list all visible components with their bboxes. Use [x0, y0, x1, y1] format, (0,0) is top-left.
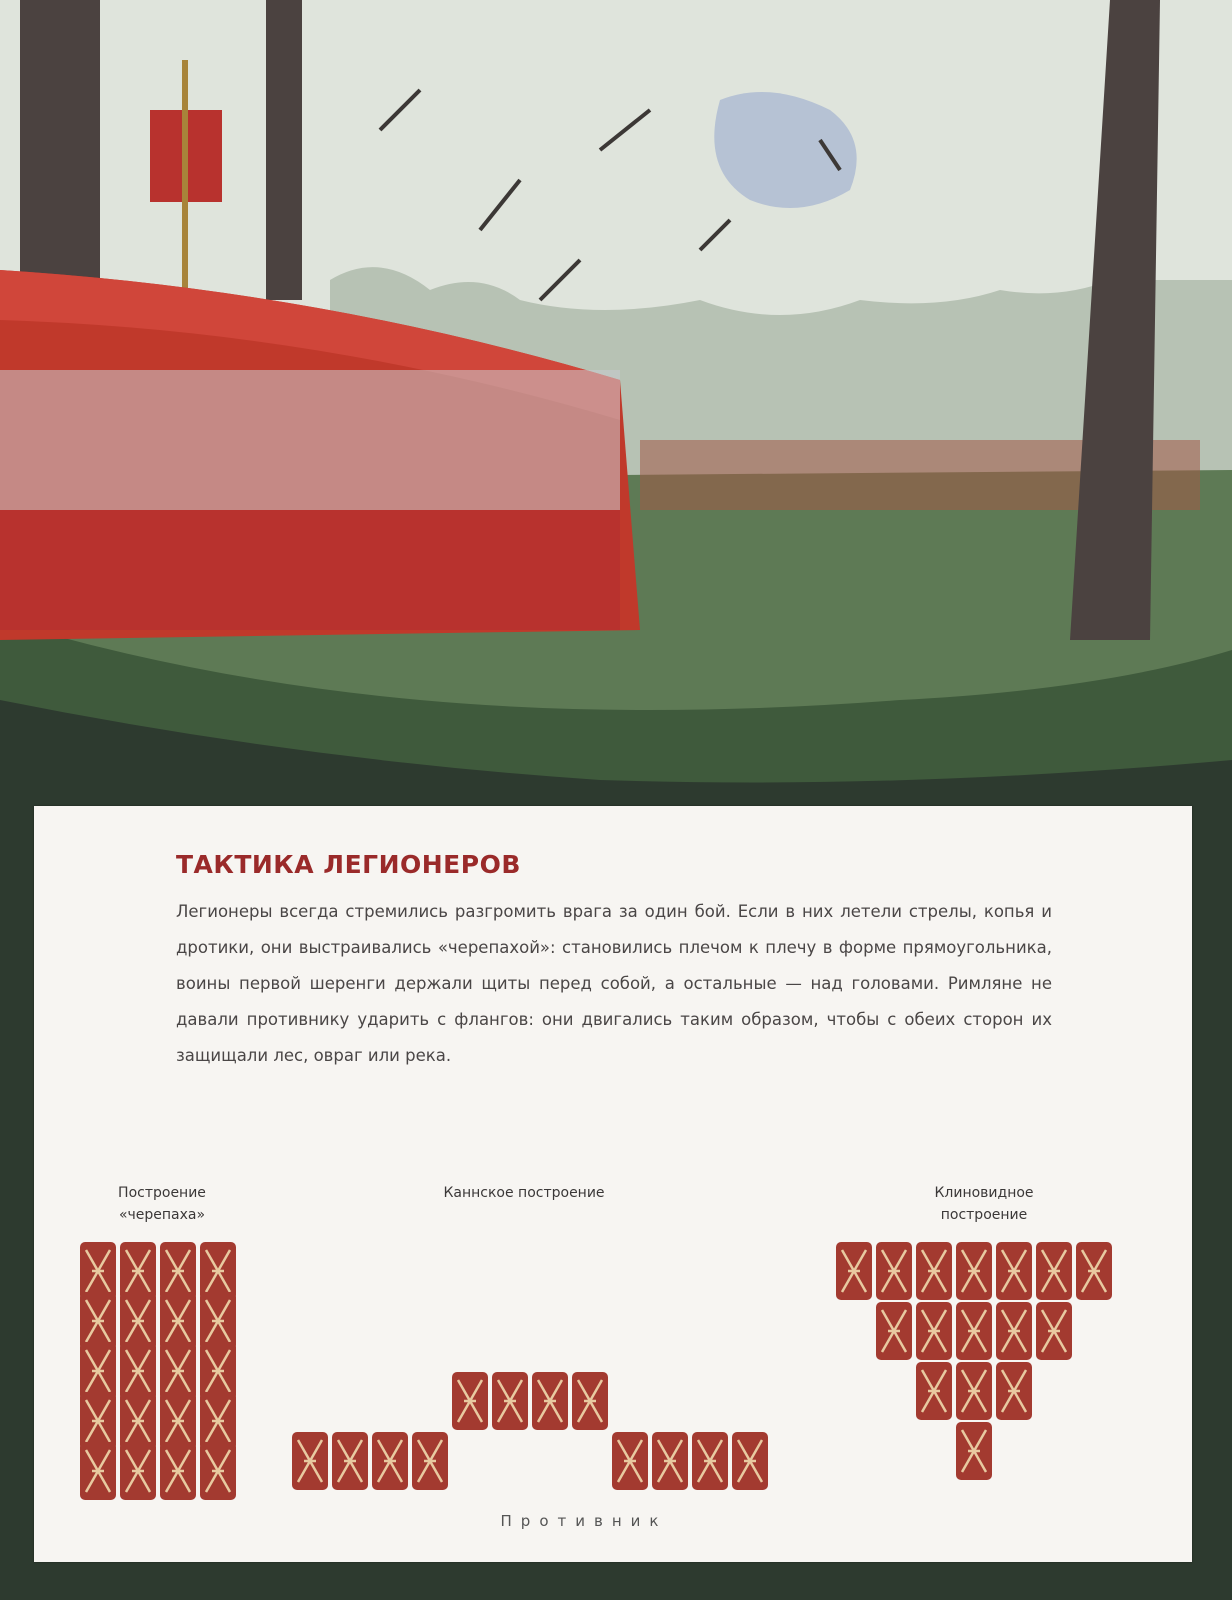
wedge-shield — [836, 1242, 872, 1300]
wedge-shield — [996, 1362, 1032, 1420]
formation-diagrams — [34, 806, 1192, 1562]
turtle-shield — [120, 1392, 156, 1450]
turtle-shield — [160, 1242, 196, 1300]
wedge-shield — [1036, 1242, 1072, 1300]
wedge-shield — [996, 1242, 1032, 1300]
turtle-shield — [120, 1442, 156, 1500]
cannae-right-shield — [732, 1432, 768, 1490]
wedge-shield — [876, 1242, 912, 1300]
cannae-left-shield — [292, 1432, 328, 1490]
wedge-shield — [996, 1302, 1032, 1360]
turtle-shield — [200, 1292, 236, 1350]
tree-trunk-left — [20, 0, 100, 300]
cannae-right-shield — [692, 1432, 728, 1490]
turtle-shield — [120, 1342, 156, 1400]
cannae-center-shield — [492, 1372, 528, 1430]
cannae-right-shield — [612, 1432, 648, 1490]
turtle-shield — [200, 1242, 236, 1300]
wedge-shield — [876, 1302, 912, 1360]
wedge-shield — [1036, 1302, 1072, 1360]
tactics-info-panel — [34, 806, 1192, 1562]
turtle-shield — [160, 1342, 196, 1400]
turtle-shield — [80, 1342, 116, 1400]
banner-pole — [182, 60, 188, 290]
wedge-shield — [1076, 1242, 1112, 1300]
legionaries-tunics — [0, 510, 620, 630]
turtle-shield — [160, 1392, 196, 1450]
legionaries-armor — [0, 370, 620, 510]
cannae-center-shield — [452, 1372, 488, 1430]
tree-trunk-center — [266, 0, 302, 300]
cannae-center-shield — [572, 1372, 608, 1430]
turtle-shield — [80, 1392, 116, 1450]
turtle-shield — [80, 1442, 116, 1500]
turtle-shield — [120, 1292, 156, 1350]
turtle-shield — [200, 1342, 236, 1400]
cannae-right-shield — [652, 1432, 688, 1490]
cannae-left-shield — [412, 1432, 448, 1490]
turtle-shield — [200, 1392, 236, 1450]
wedge-shield — [916, 1302, 952, 1360]
turtle-shield — [80, 1242, 116, 1300]
cannae-center-shield — [532, 1372, 568, 1430]
wedge-shield — [916, 1242, 952, 1300]
turtle-formation-caption: Построение «черепаха» — [118, 1185, 206, 1223]
enemy-label: Противник — [500, 1512, 668, 1530]
cannae-left-shield — [372, 1432, 408, 1490]
turtle-shield — [160, 1292, 196, 1350]
wedge-shield — [916, 1362, 952, 1420]
turtle-shield — [80, 1292, 116, 1350]
cannae-formation-caption: Каннское построение — [443, 1185, 605, 1201]
cannae-left-shield — [332, 1432, 368, 1490]
turtle-shield — [120, 1242, 156, 1300]
section-body-text: Легионеры всегда стремились разгромить врага за один бой. Если в них летели стрелы, копья и дротики, они выстраивались «черепахой»: становились плечом к плечу в форме прямоугольника, воины первой шеренги держали щиты перед собой, а остальные — над головами. Римляне не давали противнику ударить с флангов: они двигались таким образом, чтобы с обеих сторон их защищали лес, овраг или река. — [176, 902, 1052, 1065]
wedge-shield — [956, 1422, 992, 1480]
turtle-shield — [200, 1442, 236, 1500]
wedge-shield — [956, 1242, 992, 1300]
wedge-shield — [956, 1362, 992, 1420]
wedge-formation-caption: Клиновидное построение — [934, 1185, 1034, 1223]
section-title: ТАКТИКА ЛЕГИОНЕРОВ — [176, 850, 521, 879]
turtle-shield — [160, 1442, 196, 1500]
wedge-shield — [956, 1302, 992, 1360]
